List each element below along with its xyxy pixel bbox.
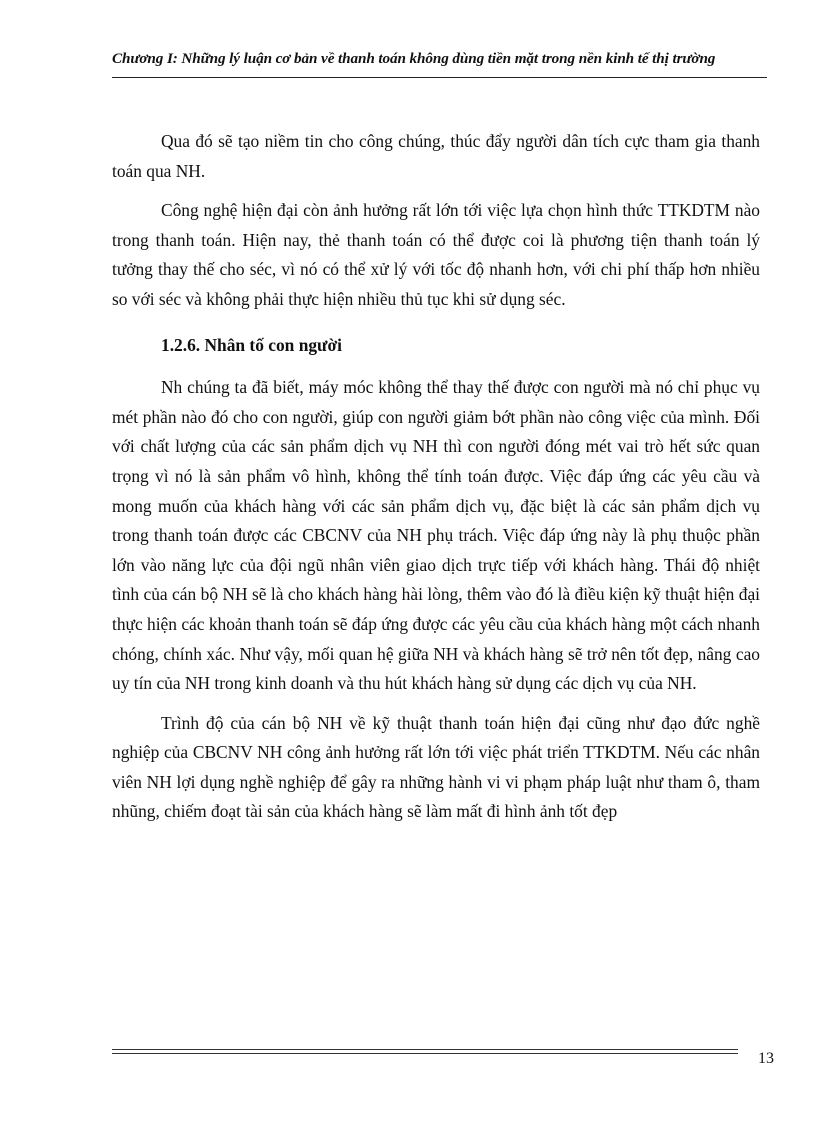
- body-paragraph: Nh chúng ta đã biết, máy móc không thể thay thế được con người mà nó chỉ phục vụ mét phần nào đó cho con người, giúp con người giảm bớt phần nào công việc của mình. Đối với chất lượng của các sản phẩm dịch vụ NH thì con người đóng mét vai trò hết sức quan trọng vì nó là sản phẩm vô hình, không thể tính toán được. Việc đáp ứng các yêu cầu và mong muốn của khách hàng với các sản phẩm dịch vụ, đặc biệt là các sản phẩm dịch vụ trong thanh toán được các CBCNV của NH phụ trách. Việc đáp ứng này là phụ thuộc phần lớn vào năng lực của đội ngũ nhân viên giao dịch trực tiếp với khách hàng. Thái độ nhiệt tình của cán bộ NH sẽ là cho khách hàng hài lòng, thêm vào đó là điều kiện kỹ thuật hiện đại thực hiện các khoản thanh toán sẽ đáp ứng được các yêu cầu của khách hàng một cách nhanh chóng, chính xác. Như vậy, mối quan hệ giữa NH và khách hàng sẽ trở nên tốt đẹp, nâng cao uy tín của NH trong kinh doanh và thu hút khách hàng sử dụng các dịch vụ của NH.: [112, 377, 760, 694]
- running-header: Chương I: Những lý luận cơ bản về thanh toán không dùng tiền mặt trong nền kinh tế thị trường: [112, 50, 716, 67]
- body-paragraph: Qua đó sẽ tạo niềm tin cho công chúng, thúc đẩy người dân tích cực tham gia thanh toán qua NH.: [112, 131, 760, 181]
- body-paragraph: Trình độ của cán bộ NH về kỹ thuật thanh toán hiện đại cũng như đạo đức nghề nghiệp của CBCNV NH công ảnh hưởng rất lớn tới việc phát triển TTKDTM. Nếu các nhân viên NH lợi dụng nghề nghiệp để gây ra những hành vi vi phạm pháp luật như tham ô, tham nhũng, chiếm đoạt tài sản của khách hàng sẽ làm mất đi hình ảnh tốt đẹp: [112, 712, 760, 822]
- page-body: [112, 127, 760, 827]
- footer-divider: [112, 1049, 738, 1054]
- page-number: 13: [758, 1050, 774, 1067]
- header-divider: [112, 77, 767, 78]
- body-paragraph: Công nghệ hiện đại còn ảnh hưởng rất lớn tới việc lựa chọn hình thức TTKDTM nào trong thanh toán. Hiện nay, thẻ thanh toán có thể được coi là phương tiện thanh toán lý tưởng thay thế cho séc, vì nó có thể xử lý với tốc độ nhanh hơn, với chi phí thấp hơn nhiều so với séc và không phải thực hiện nhiều thủ tục khi sử dụng séc.: [112, 200, 760, 309]
- section-heading: 1.2.6. Nhân tố con người: [161, 334, 342, 355]
